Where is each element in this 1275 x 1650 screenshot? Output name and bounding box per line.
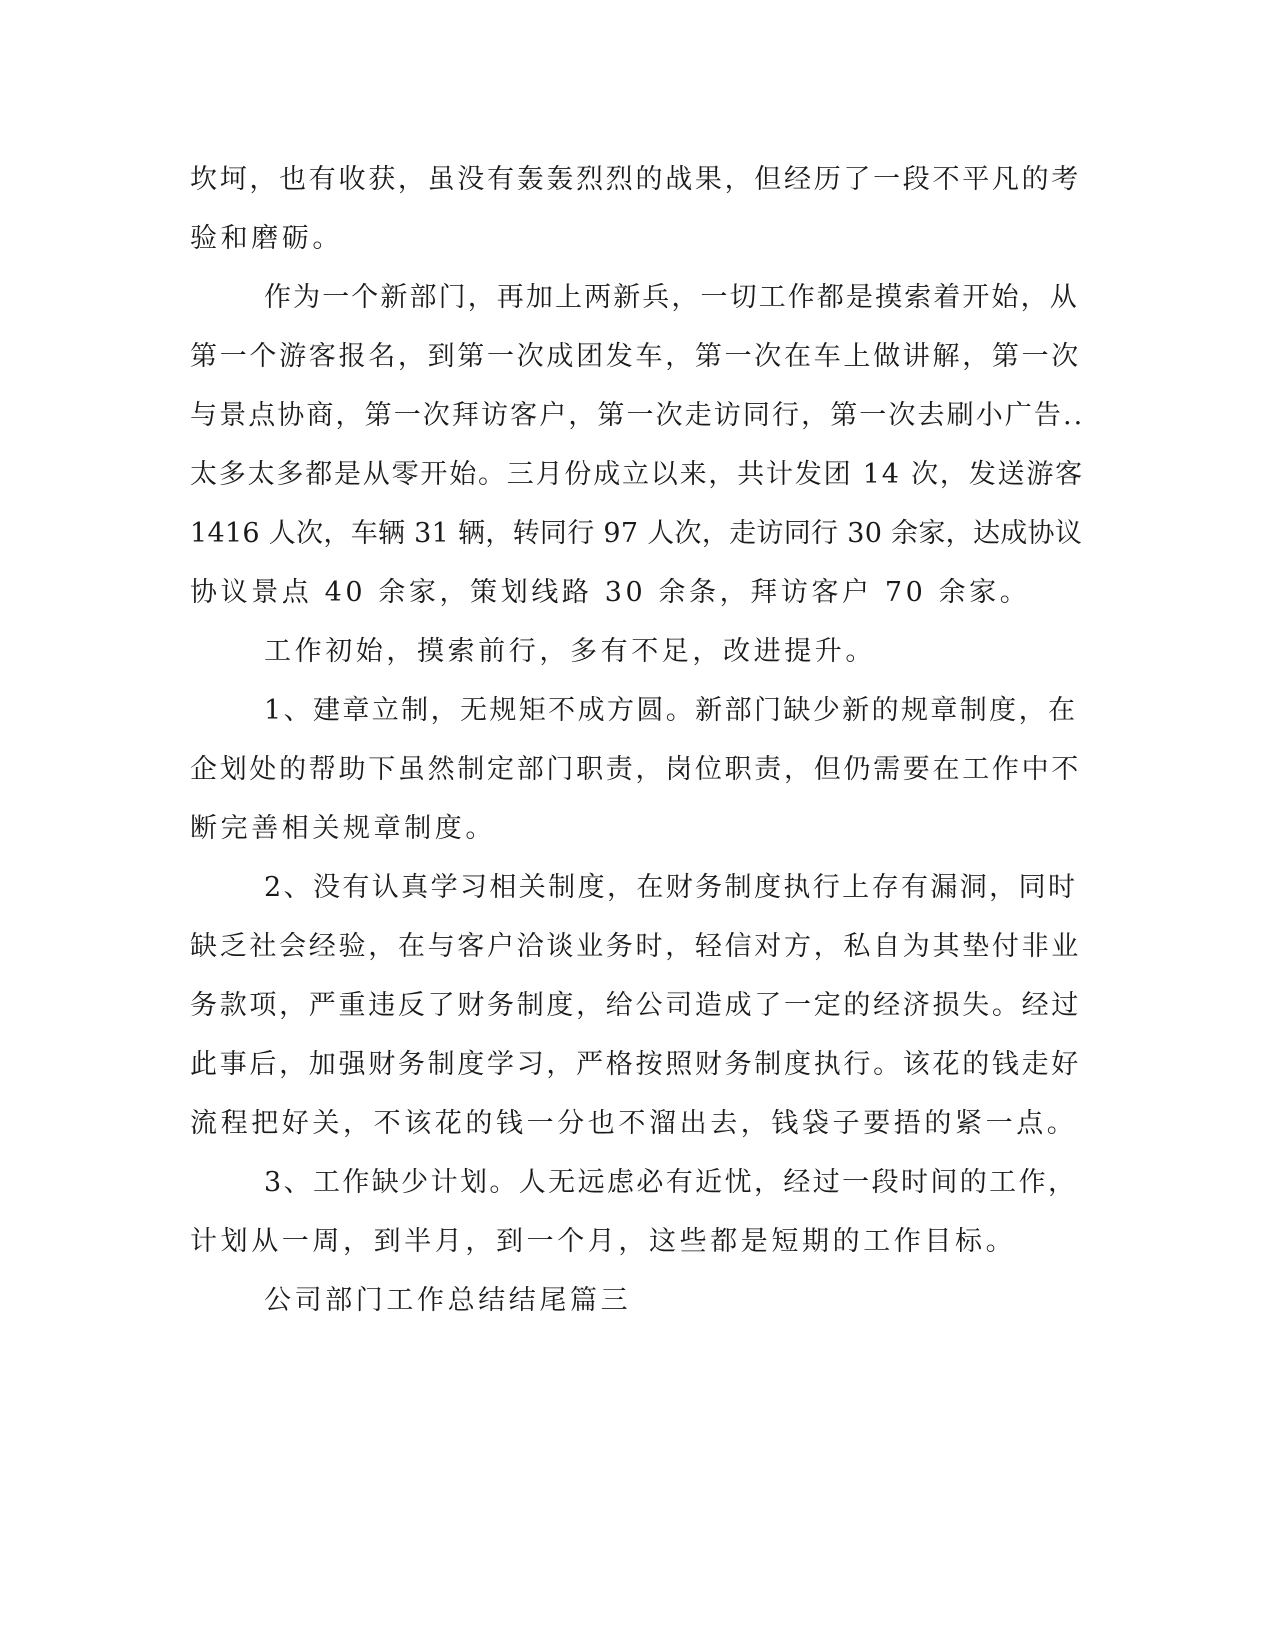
text-line-4: 第一个游客报名，到第一次成团发车，第一次在车上做讲解，第一次 <box>190 341 1081 372</box>
text-line-8: 协议景点 40 余家，策划线路 30 余条，拜访客户 70 余家。 <box>190 577 1031 608</box>
text-line-10: 1、建章立制，无规矩不成方圆。新部门缺少新的规章制度，在 <box>264 695 1078 726</box>
text-line-15: 务款项，严重违反了财务制度，给公司造成了一定的经济损失。经过 <box>190 990 1081 1021</box>
text-line-18: 3、工作缺少计划。人无远虑必有近忧，经过一段时间的工作， <box>264 1167 1078 1198</box>
text-line-2: 验和磨砺。 <box>190 223 343 254</box>
text-line-14: 缺乏社会经验，在与客户洽谈业务时，轻信对方，私自为其垫付非业 <box>190 931 1081 962</box>
text-line-11: 企划处的帮助下虽然制定部门职责，岗位职责，但仍需要在工作中不 <box>190 754 1081 785</box>
text-line-3: 作为一个新部门，再加上两新兵，一切工作都是摸索着开始，从 <box>264 282 1079 313</box>
text-line-6: 太多太多都是从零开始。三月份成立以来，共计发团 14 次，发送游客 <box>190 459 1084 490</box>
text-line-12: 断完善相关规章制度。 <box>190 813 496 844</box>
section-heading: 公司部门工作总结结尾篇三 <box>264 1285 632 1316</box>
text-line-17: 流程把好关，不该花的钱一分也不溜出去，钱袋子要捂的紧一点。 <box>190 1108 1078 1139</box>
text-line-7: 1416 人次，车辆 31 辆，转同行 97 人次，走访同行 30 余家，达成协议 <box>190 518 1083 549</box>
text-line-16: 此事后，加强财务制度学习，严格按照财务制度执行。该花的钱走好 <box>190 1049 1081 1080</box>
text-line-9: 工作初始，摸索前行，多有不足，改进提升。 <box>264 636 876 667</box>
text-line-1: 坎坷，也有收获，虽没有轰轰烈烈的战果，但经历了一段不平凡的考 <box>190 164 1081 195</box>
text-line-5: 与景点协商，第一次拜访客户，第一次走访同行，第一次去刷小广告.. <box>190 400 1085 431</box>
text-line-19: 计划从一周，到半月，到一个月，这些都是短期的工作目标。 <box>190 1226 1017 1257</box>
text-line-13: 2、没有认真学习相关制度，在财务制度执行上存有漏洞，同时 <box>264 872 1078 903</box>
